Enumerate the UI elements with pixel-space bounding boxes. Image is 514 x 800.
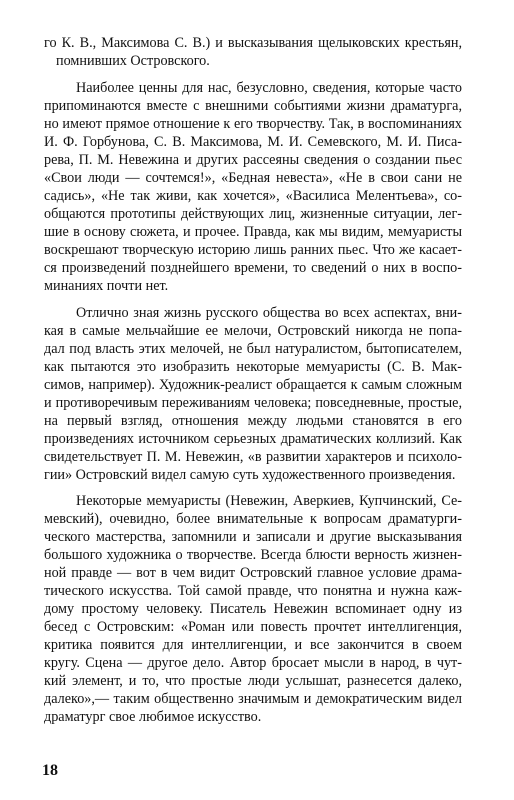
text-line: далеко»,— таким общественно значимым и демократическим видел bbox=[44, 691, 462, 707]
text-line: кругу. Сцена — другое дело. Автор бросает мысли в народ, в чут- bbox=[44, 655, 462, 671]
text-line: гии» Островский видел самую суть художественного произведения. bbox=[44, 467, 456, 483]
text-line: ной правде — вот в чем видит Островский главное условие драма- bbox=[44, 565, 462, 581]
text-line: припоминаются вместе с внешними событиями жизни драматурга, bbox=[44, 98, 462, 114]
text-line: рева, П. М. Невежина и других рассеяны сведения о создании пьес bbox=[44, 152, 462, 168]
text-line: симов, например). Художник-реалист обращается к самым сложным bbox=[44, 377, 462, 393]
text-line: как пытаются это изобразить некоторые мемуаристы (С. В. Мак- bbox=[44, 359, 462, 375]
text-line: ся произведений позднейшего времени, то сведений о них в воспо- bbox=[44, 260, 462, 276]
page-number: 18 bbox=[42, 762, 58, 779]
text-line: шие в основу сюжета, и прочее. Правда, как мы видим, мемуаристы bbox=[44, 224, 462, 240]
text-line: воскрешают творческую историю лишь ранних пьес. Что же касает- bbox=[44, 242, 462, 258]
text-line: и противоречивым переживаниям человека; повседневные, простые, bbox=[44, 395, 462, 411]
text-line: кая в самые мельчайшие ее мелочи, Островский никогда не попа- bbox=[44, 323, 462, 339]
text-line: произведениях источником серьезных драматических коллизий. Как bbox=[44, 431, 462, 447]
text-line: бесед с Островским: «Роман или повесть прочтет интеллигенция, bbox=[44, 619, 462, 635]
text-line: Отлично зная жизнь русского общества во всех аспектах, вни- bbox=[76, 305, 462, 321]
text-line: го К. В., Максимова С. В.) и высказывания щелыковских крестьян, bbox=[44, 35, 462, 51]
text-line: Некоторые мемуаристы (Невежин, Аверкиев, Купчинский, Се- bbox=[76, 493, 462, 509]
text-line: свидетельствует П. М. Невежин, «в развитии характеров и психоло- bbox=[44, 449, 462, 465]
text-line: драматург свое любимое искусство. bbox=[44, 709, 262, 725]
text-line: большого художника о творчестве. Всегда блюсти верность жизнен- bbox=[44, 547, 462, 563]
text-line: И. Ф. Горбунова, С. В. Максимова, М. И. Семевского, М. И. Писа- bbox=[44, 134, 462, 150]
text-line: тического искусства. Той самой правде, что понятна и нужна каж- bbox=[44, 583, 462, 599]
text-line: дал под власть этих мелочей, не был натуралистом, бытописателем, bbox=[44, 341, 462, 357]
text-line: ческого мастерства, запомнили и записали и другие высказывания bbox=[44, 529, 462, 545]
text-line: но имеют прямое отношение к его творчеству. Так, в воспоминаниях bbox=[44, 116, 462, 132]
text-line: дому простому человеку. Писатель Невежин вспоминает одну из bbox=[44, 601, 462, 617]
text-line: критика появится для интеллигенции, и все закончится в своем bbox=[44, 637, 462, 653]
text-line: садись», «Не так живи, как хочется», «Василиса Мелентьева», со- bbox=[44, 188, 462, 204]
text-line: общаются прототипы действующих лиц, жизненные ситуации, лег- bbox=[44, 206, 462, 222]
text-line: помнивших Островского. bbox=[56, 53, 210, 69]
text-line: минаниях почти нет. bbox=[44, 278, 169, 294]
text-line: мевский), очевидно, более внимательные к вопросам драматурги- bbox=[44, 511, 462, 527]
text-line: «Свои люди — сочтемся!», «Бедная невеста», «Не в свои сани не bbox=[44, 170, 462, 186]
text-line: Наиболее ценны для нас, безусловно, сведения, которые часто bbox=[76, 80, 462, 96]
text-line: на первый взгляд, отношения между людьми становятся в его bbox=[44, 413, 462, 429]
text-line: кий элемент, и то, что простые люди услышат, разнесется далеко, bbox=[44, 673, 462, 689]
